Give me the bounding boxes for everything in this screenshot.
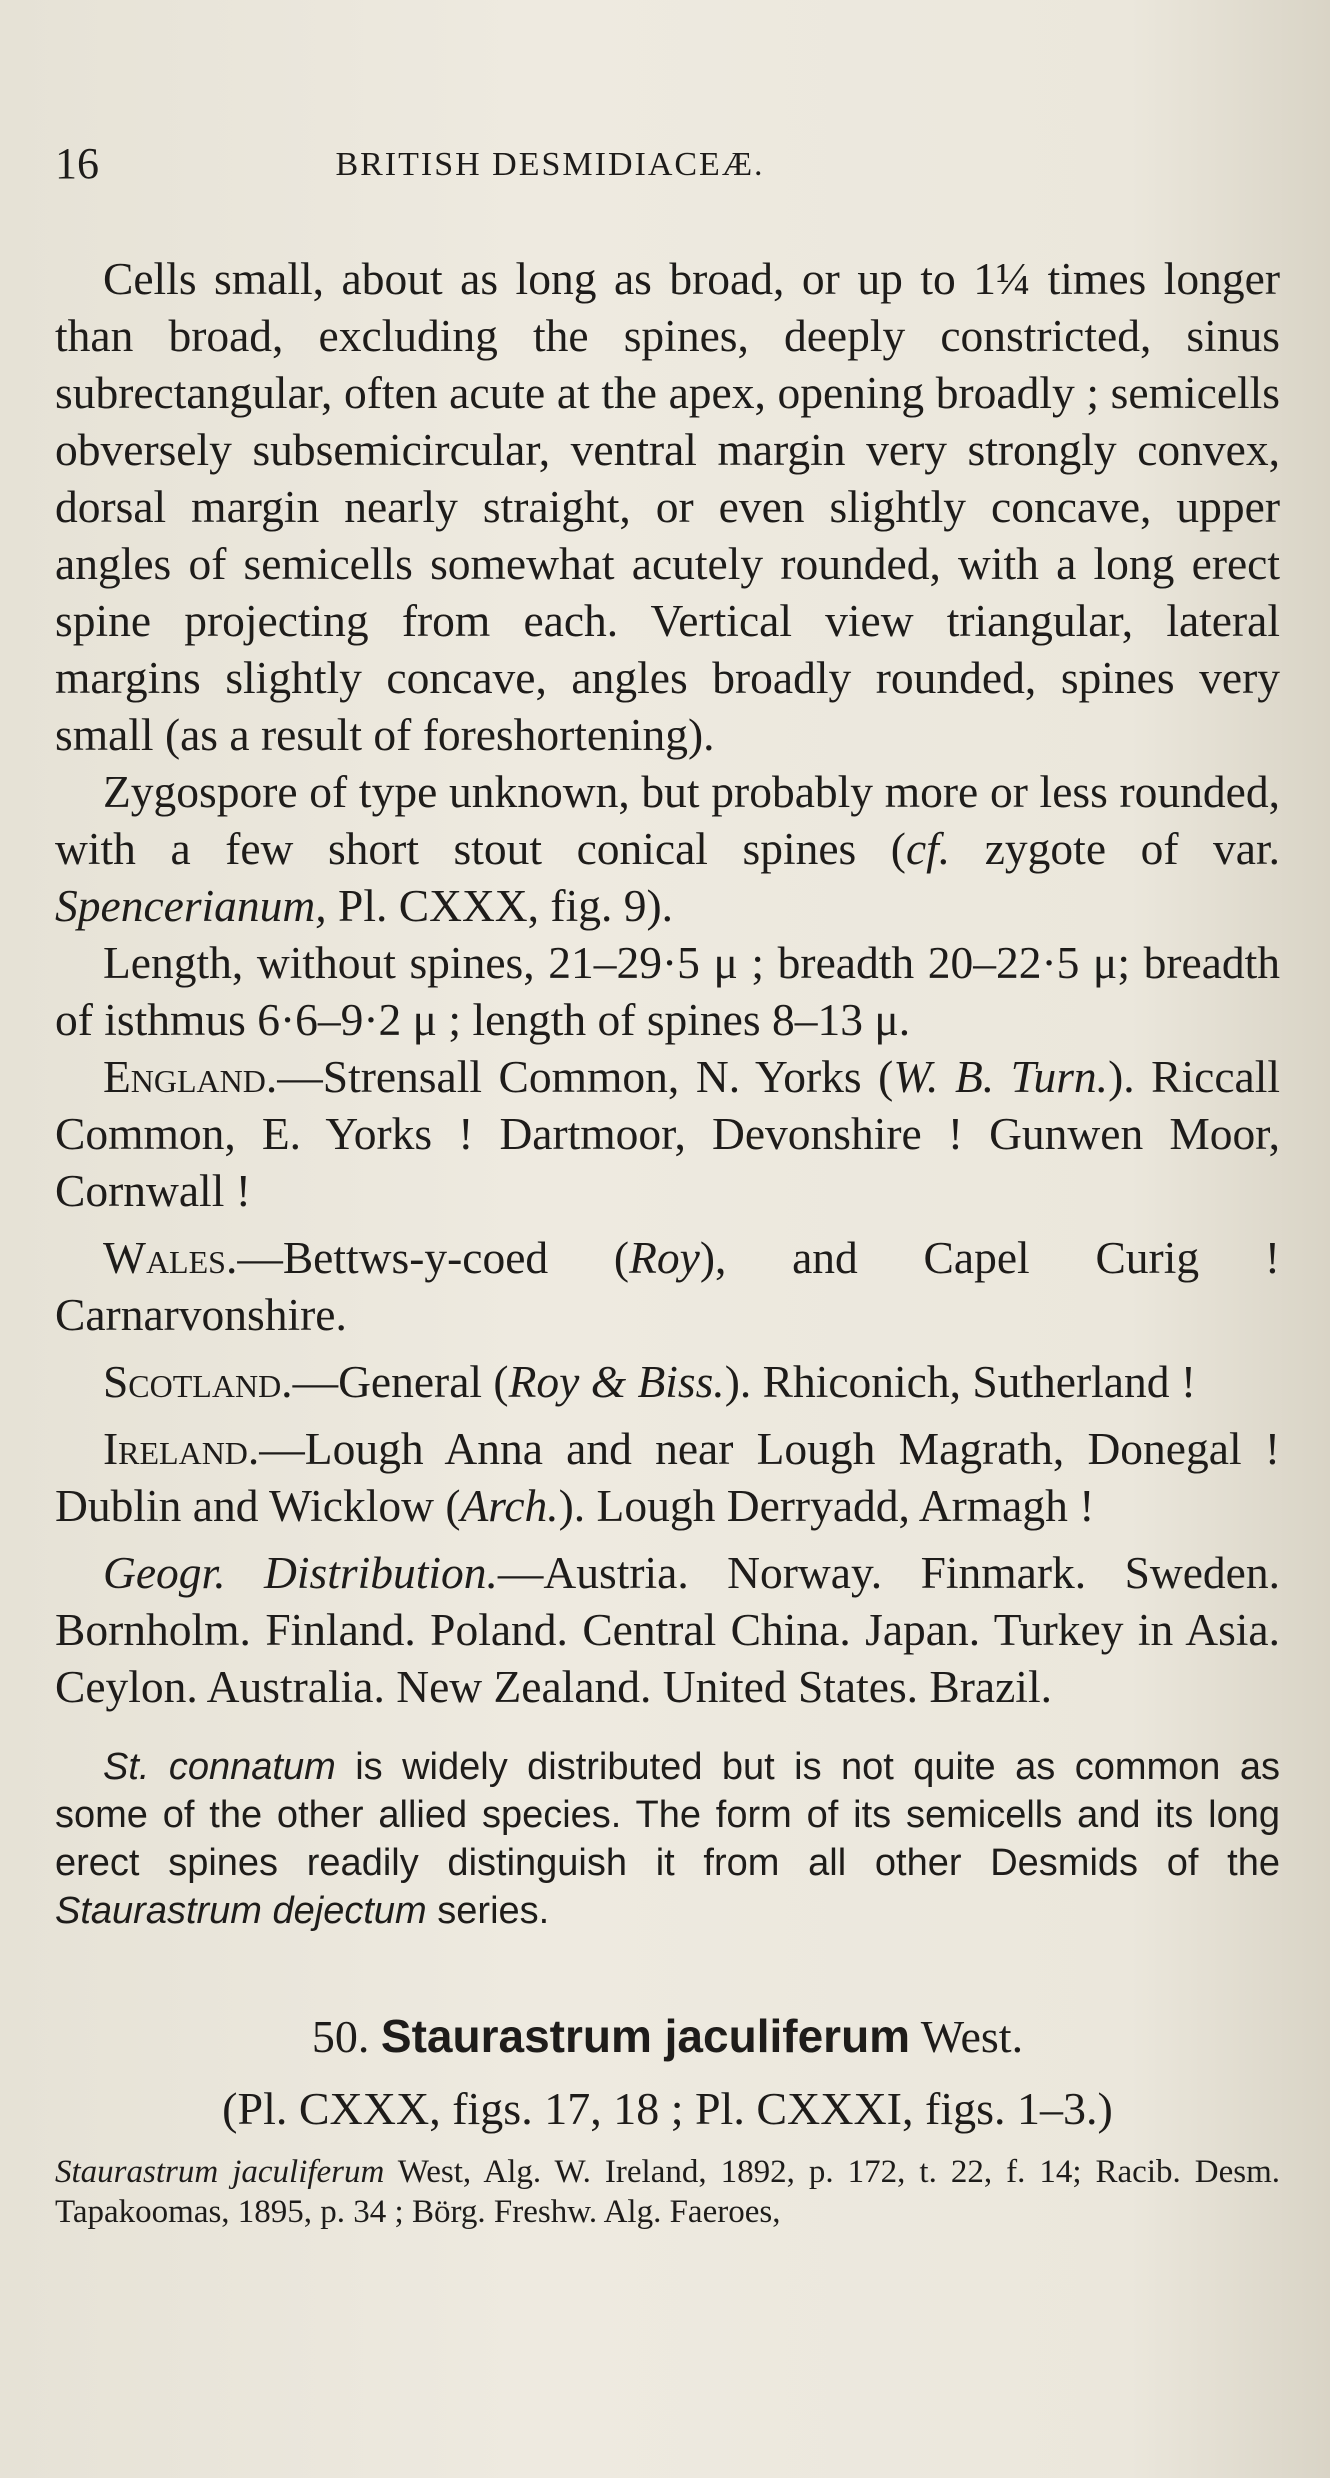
page-header <box>55 138 1285 198</box>
zygospore-paragraph: Zygospore of type unknown, but probably more or less rounded, with a few short stout conical spines (cf. zygote of var. Spencerianum, Pl. CXXX, fig. 9). <box>55 766 1280 931</box>
page-number: 16 <box>55 139 99 188</box>
note-block <box>55 1743 1280 1935</box>
geographic-distribution: Geogr. Distribution.—Austria. Norway. Finmark. Sweden. Bornholm. Finland. Poland. Central China. Japan. Turkey in Asia. Ceylon. Australia. New Zealand. United States. Brazil. <box>55 1547 1280 1712</box>
locality-wales: Wales.—Bettws-y-coed (Roy), and Capel Curig ! Carnarvonshire. <box>55 1232 1280 1340</box>
species-references: Staurastrum jaculiferum West, Alg. W. Ireland, 1892, p. 172, t. 22, f. 14; Racib. Desm. Tapakoomas, 1895, p. 34 ; Börg. Freshw. Alg. Faeroes, <box>55 2154 1281 2230</box>
cell-description: Cells small, about as long as broad, or up to 1¼ times longer than broad, excluding the spines, deeply constricted, sinus subrectangular, often acute at the apex, opening broadly ; semicells obversely subsemicircular, ventral margin very strongly convex, dorsal margin nearly straight, or even slightly concave, upper angles of semicells somewhat acutely rounded, with a long erect spine projecting from each. Vertical view triangular, lateral margins slightly concave, angles broadly rounded, spines very small (as a result of foreshortening). <box>55 253 1280 760</box>
locality-ireland: Ireland.—Lough Anna and near Lough Magrath, Donegal ! Dublin and Wicklow (Arch.). Lough Derryadd, Armagh ! <box>55 1423 1280 1531</box>
species-heading <box>55 2005 1280 2140</box>
locality-scotland: Scotland.—General (Roy & Biss.). Rhiconich, Sutherland ! <box>103 1356 1197 1407</box>
measurements-paragraph: Length, without spines, 21–29·5 μ ; breadth 20–22·5 μ; breadth of isthmus 6·6–9·2 μ ; length of spines 8–13 μ. <box>55 937 1280 1045</box>
page-body <box>55 250 1280 2232</box>
running-title: BRITISH DESMIDIACEÆ. <box>335 146 765 183</box>
species-plates: (Pl. CXXX, figs. 17, 18 ; Pl. CXXXI, figs. 1–3.) <box>222 2083 1113 2134</box>
species-title: 50. Staurastrum jaculiferum West. <box>311 2010 1024 2062</box>
note-paragraph: St. connatum is widely distributed but is not quite as common as some of the other allied species. The form of its semicells and its long erect spines readily distinguish it from all other Desmids of the Staurastrum dejectum series. <box>55 1746 1280 1932</box>
locality-england: England.—Strensall Common, N. Yorks (W. B. Turn.). Riccall Common, E. Yorks ! Dartmoor, Devonshire ! Gunwen Moor, Cornwall ! <box>55 1051 1280 1216</box>
